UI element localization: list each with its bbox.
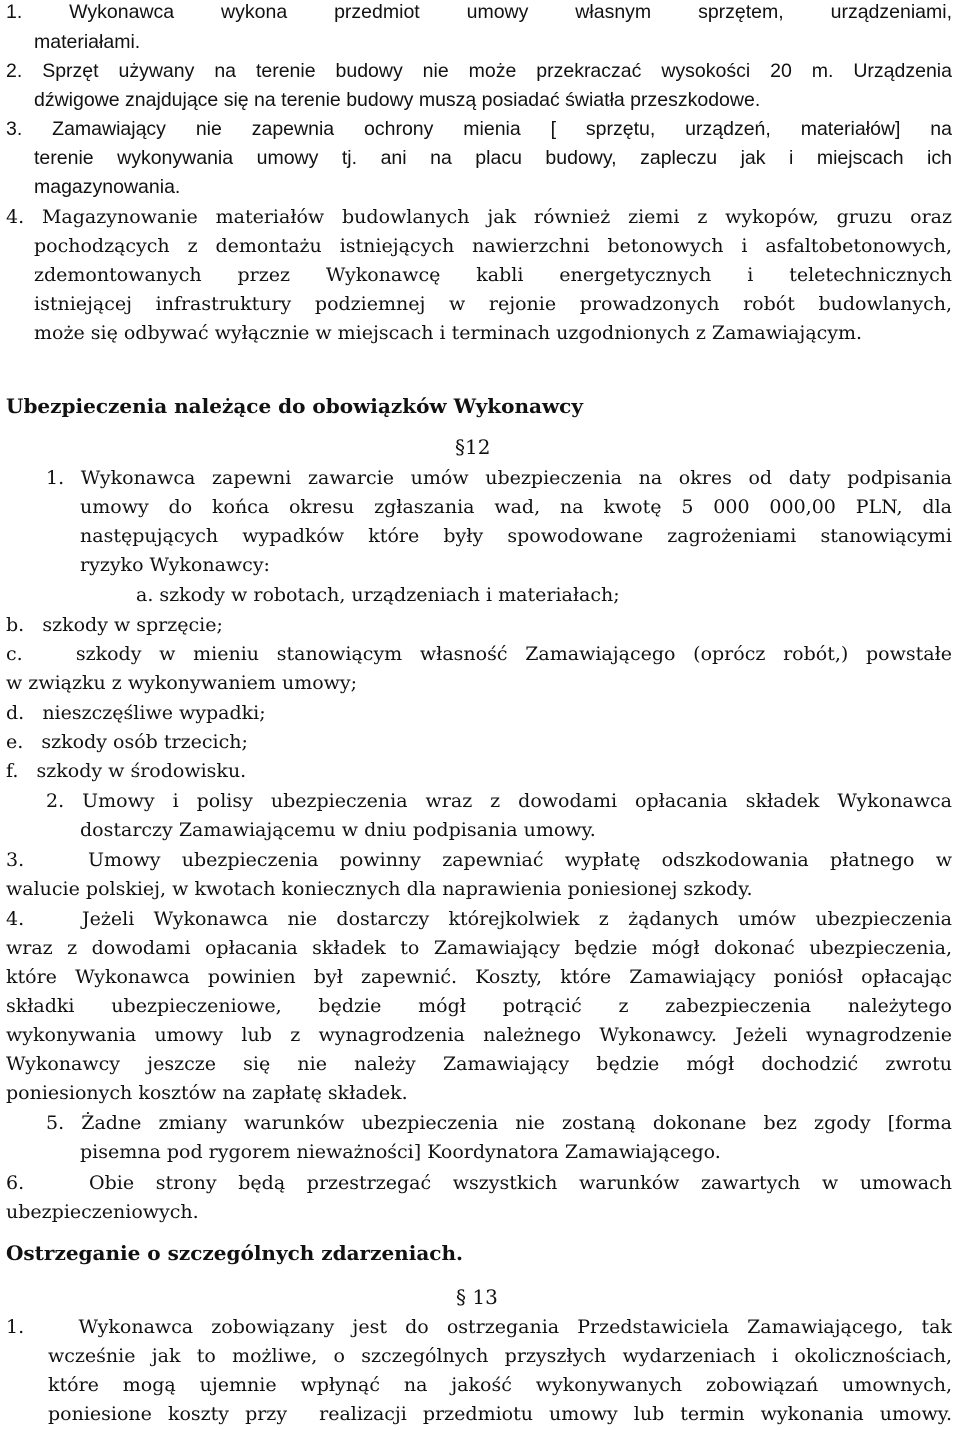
- text-line: następujących wypadków które były spowodowane zagrożeniami stanowiącymi: [80, 525, 952, 547]
- list-item: d. nieszczęśliwe wypadki;: [6, 702, 266, 724]
- text-line: 1. Wykonawca zobowiązany jest do ostrzegania Przedstawiciela Zamawiającego, tak: [6, 1316, 952, 1338]
- text-line: ubezpieczeniowych.: [6, 1201, 199, 1223]
- text-line: 2. Sprzęt używany na terenie budowy nie może przekraczać wysokości 20 m. Urządzenia: [6, 60, 952, 82]
- text-line: umowy do końca okresu zgłaszania wad, na kwotę 5 000 000,00 PLN, dla: [80, 496, 952, 518]
- text-line: 2. Umowy i polisy ubezpieczenia wraz z dowodami opłacania składek Wykonawca: [46, 790, 952, 812]
- paragraph-number-13: § 13: [456, 1285, 498, 1309]
- text-line: istniejącej infrastruktury podziemnej w rejonie prowadzonych robót budowlanych,: [34, 293, 952, 315]
- text-line: Wykonawcy jeszcze się nie należy Zamawiający będzie mógł dochodzić zwrotu: [6, 1053, 952, 1075]
- text-line: dźwigowe znajdujące się na terenie budowy muszą posiadać światła przeszkodowe.: [34, 89, 761, 111]
- list-item: f. szkody w środowisku.: [6, 760, 247, 782]
- text-line: w związku z wykonywaniem umowy;: [6, 672, 358, 694]
- text-line: walucie polskiej, w kwotach koniecznych dla naprawienia poniesionej szkody.: [6, 878, 753, 900]
- text-line: poniesione koszty przy realizacji przedmiotu umowy lub termin wykonania umowy.: [48, 1403, 952, 1425]
- text-line: pochodzących z demontażu istniejących nawierzchni betonowych i asfaltobetonowych,: [34, 235, 952, 257]
- text-line: składki ubezpieczeniowe, będzie mógł potrącić z zabezpieczenia należytego: [6, 995, 952, 1017]
- text-line: 5. Żadne zmiany warunków ubezpieczenia nie zostaną dokonane bez zgody [forma: [46, 1112, 952, 1134]
- text-line: pisemna pod rygorem nieważności] Koordynatora Zamawiającego.: [80, 1141, 721, 1163]
- text-line: wraz z dowodami opłacania składek to Zamawiający będzie mógł dokonać ubezpieczenia,: [6, 937, 952, 959]
- text-line: materiałami.: [34, 31, 141, 53]
- text-line: 4. Magazynowanie materiałów budowlanych jak również ziemi z wykopów, gruzu oraz: [6, 206, 952, 228]
- section-heading-insurance: Ubezpieczenia należące do obowiązków Wykonawcy: [6, 394, 583, 418]
- list-item: b. szkody w sprzęcie;: [6, 614, 223, 636]
- text-line: które mogą ujemnie wpłynąć na jakość wykonywanych zobowiązań umownych,: [48, 1374, 952, 1396]
- list-item: e. szkody osób trzecich;: [6, 731, 248, 753]
- text-line: 6. Obie strony będą przestrzegać wszystkich warunków zawartych w umowach: [6, 1172, 952, 1194]
- text-line: terenie wykonywania umowy tj. ani na placu budowy, zapleczu jak i miejscach ich: [34, 147, 952, 169]
- list-item: c. szkody w mieniu stanowiącym własność Zamawiającego (oprócz robót,) powstałe: [6, 643, 952, 665]
- text-line: wcześnie jak to możliwe, o szczególnych przyszłych wydarzeniach i okolicznościach,: [48, 1345, 952, 1367]
- list-item: a. szkody w robotach, urządzeniach i materiałach;: [136, 584, 620, 606]
- text-line: magazynowania.: [34, 176, 181, 198]
- paragraph-number-12: §12: [455, 435, 491, 459]
- section-heading-warning: Ostrzeganie o szczególnych zdarzeniach.: [6, 1241, 463, 1265]
- text-line: może się odbywać wyłącznie w miejscach i terminach uzgodnionych z Zamawiającym.: [34, 322, 863, 344]
- text-line: ryzyko Wykonawcy:: [80, 554, 270, 576]
- text-line: zdemontowanych przez Wykonawcę kabli energetycznych i teletechnicznych: [34, 264, 952, 286]
- text-line: 4. Jeżeli Wykonawca nie dostarczy którejkolwiek z żądanych umów ubezpieczenia: [6, 908, 952, 930]
- text-line: poniesionych kosztów na zapłatę składek.: [6, 1082, 408, 1104]
- text-line: dostarczy Zamawiającemu w dniu podpisania umowy.: [80, 819, 596, 841]
- text-line: 3. Zamawiający nie zapewnia ochrony mienia [ sprzętu, urządzeń, materiałów] na: [6, 118, 952, 140]
- text-line: 1. Wykonawca wykona przedmiot umowy własnym sprzętem, urządzeniami,: [6, 1, 952, 23]
- text-line: 1. Wykonawca zapewni zawarcie umów ubezpieczenia na okres od daty podpisania: [46, 467, 952, 489]
- text-line: które Wykonawca powinien był zapewnić. Koszty, które Zamawiający poniósł opłacając: [6, 966, 952, 988]
- text-line: 3. Umowy ubezpieczenia powinny zapewniać wypłatę odszkodowania płatnego w: [6, 849, 952, 871]
- text-line: wykonywania umowy lub z wynagrodzenia należnego Wykonawcy. Jeżeli wynagrodzenie: [6, 1024, 952, 1046]
